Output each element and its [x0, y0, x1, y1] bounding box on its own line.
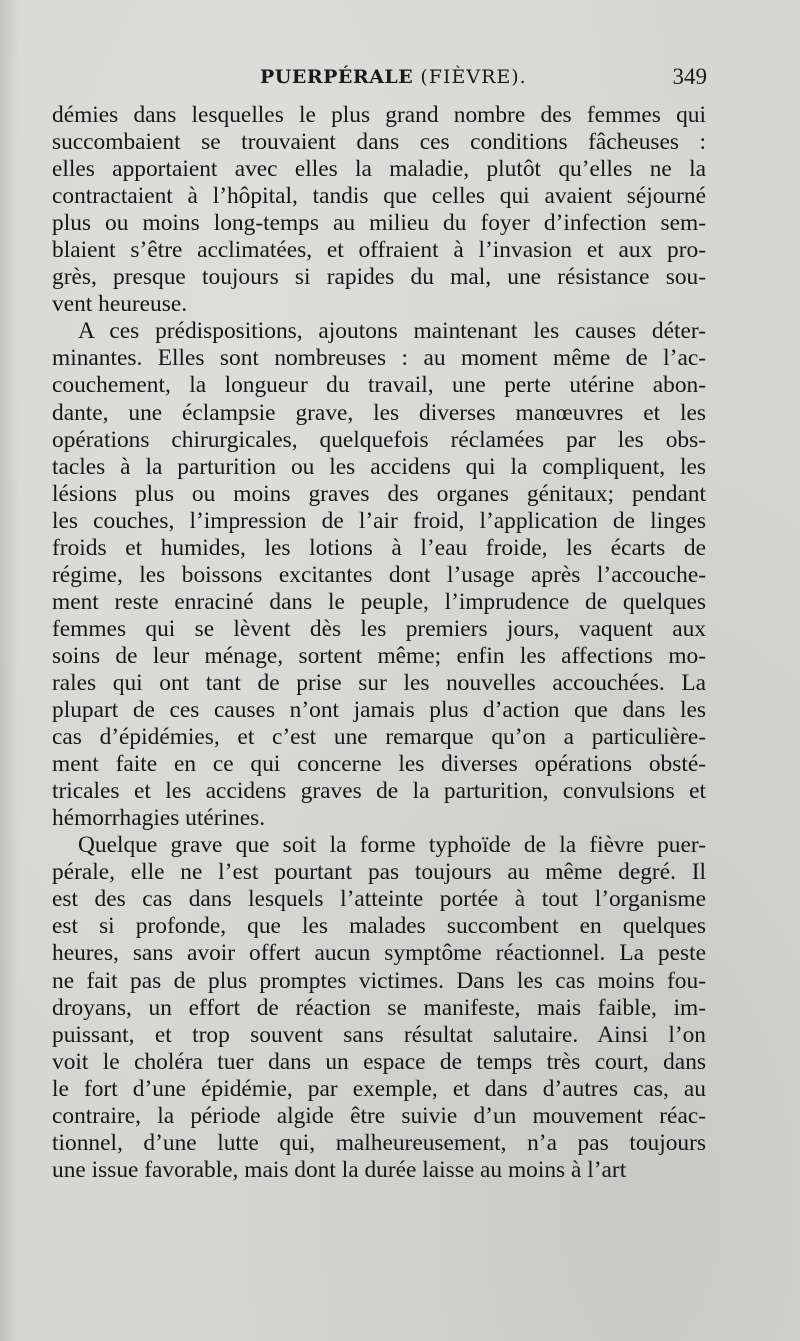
body-text: [52, 102, 706, 1184]
text-line: contractaient à l’hôpital, tandis que celles qui avaient séjourné: [52, 183, 706, 210]
text-line: froids et humides, les lotions à l’eau froide, les écarts de: [52, 534, 706, 561]
text-line: minantes. Elles sont nombreuses : au moment même de l’ac-: [52, 345, 706, 372]
text-line: femmes qui se lèvent dès les premiers jours, vaquent aux: [52, 615, 706, 642]
paragraph: [52, 102, 706, 318]
text-line: une issue favorable, mais dont la durée laisse au moins à l’art: [52, 1156, 627, 1183]
text-line: grès, presque toujours si rapides du mal, une résistance sou-: [52, 264, 706, 291]
text-line: succombaient se trouvaient dans ces conditions fâcheuses :: [52, 129, 706, 156]
text-line: est des cas dans lesquels l’atteinte portée à tout l’organisme: [52, 886, 706, 913]
text-line: couchement, la longueur du travail, une perte utérine abon-: [52, 372, 706, 399]
page-edge-shadow: [0, 0, 18, 1341]
text-line: lésions plus ou moins graves des organes génitaux; pendant: [52, 480, 706, 507]
text-line: les couches, l’impression de l’air froid, l’application de linges: [52, 507, 706, 534]
text-line: dante, une éclampsie grave, les diverses manœuvres et les: [52, 399, 706, 426]
text-line: ne fait pas de plus promptes victimes. Dans les cas moins fou-: [52, 967, 706, 994]
text-line: A ces prédispositions, ajoutons maintenant les causes déter-: [78, 318, 706, 345]
text-line: est si profonde, que les malades succombent en quelques: [52, 913, 706, 940]
text-line: puissant, et trop souvent sans résultat salutaire. Ainsi l’on: [52, 1021, 706, 1048]
text-line: droyans, un effort de réaction se manifeste, mais faible, im-: [52, 994, 706, 1021]
text-line: vent heureuse.: [52, 291, 188, 318]
text-line: ment faite en ce qui concerne les diverses opérations obsté-: [52, 751, 706, 778]
text-line: Quelque grave que soit la forme typhoïde de la fièvre puer-: [78, 832, 706, 859]
text-line: voit le choléra tuer dans un espace de temps très court, dans: [52, 1048, 706, 1075]
text-line: plupart de ces causes n’ont jamais plus d’action que dans les: [52, 697, 706, 724]
text-line: pérale, elle ne l’est pourtant pas toujours au même degré. Il: [52, 859, 706, 886]
paragraph: [52, 318, 706, 832]
text-line: rales qui ont tant de prise sur les nouvelles accouchées. La: [52, 669, 706, 696]
text-line: soins de leur ménage, sortent même; enfin les affections mo-: [52, 642, 706, 669]
paragraph: [52, 832, 706, 1184]
text-line: tacles à la parturition ou les accidens qui la compliquent, les: [52, 453, 706, 480]
text-line: plus ou moins long-temps au milieu du foyer d’infection sem-: [52, 210, 706, 237]
text-line: heures, sans avoir offert aucun symptôme réactionnel. La peste: [52, 940, 706, 967]
text-line: régime, les boissons excitantes dont l’usage après l’accouche-: [52, 561, 706, 588]
text-line: hémorrhagies utérines.: [52, 805, 266, 832]
page-number: 349: [672, 64, 707, 89]
running-head: [260, 66, 527, 88]
text-line: cas d’épidémies, et c’est une remarque qu’on a particulière-: [52, 724, 706, 751]
text-line: démies dans lesquelles le plus grand nombre des femmes qui: [52, 102, 706, 128]
text-line: tricales et les accidens graves de la parturition, convulsions et: [52, 778, 706, 805]
text-line: le fort d’une épidémie, par exemple, et dans d’autres cas, au: [52, 1075, 706, 1102]
text-line: opérations chirurgicales, quelquefois réclamées par les obs-: [52, 426, 706, 453]
running-head-paren: (FIÈVRE).: [420, 66, 527, 88]
text-line: elles apportaient avec elles la maladie, plutôt qu’elles ne la: [52, 156, 706, 183]
text-line: tionnel, d’une lutte qui, malheureusement, n’a pas toujours: [52, 1129, 706, 1156]
text-line: blaient s’être acclimatées, et offraient à l’invasion et aux pro-: [52, 237, 706, 264]
text-line: contraire, la période algide être suivie d’un mouvement réac-: [52, 1102, 706, 1129]
text-line: ment reste enraciné dans le peuple, l’imprudence de quelques: [52, 588, 706, 615]
running-head-title: PUERPÉRALE: [260, 66, 414, 88]
